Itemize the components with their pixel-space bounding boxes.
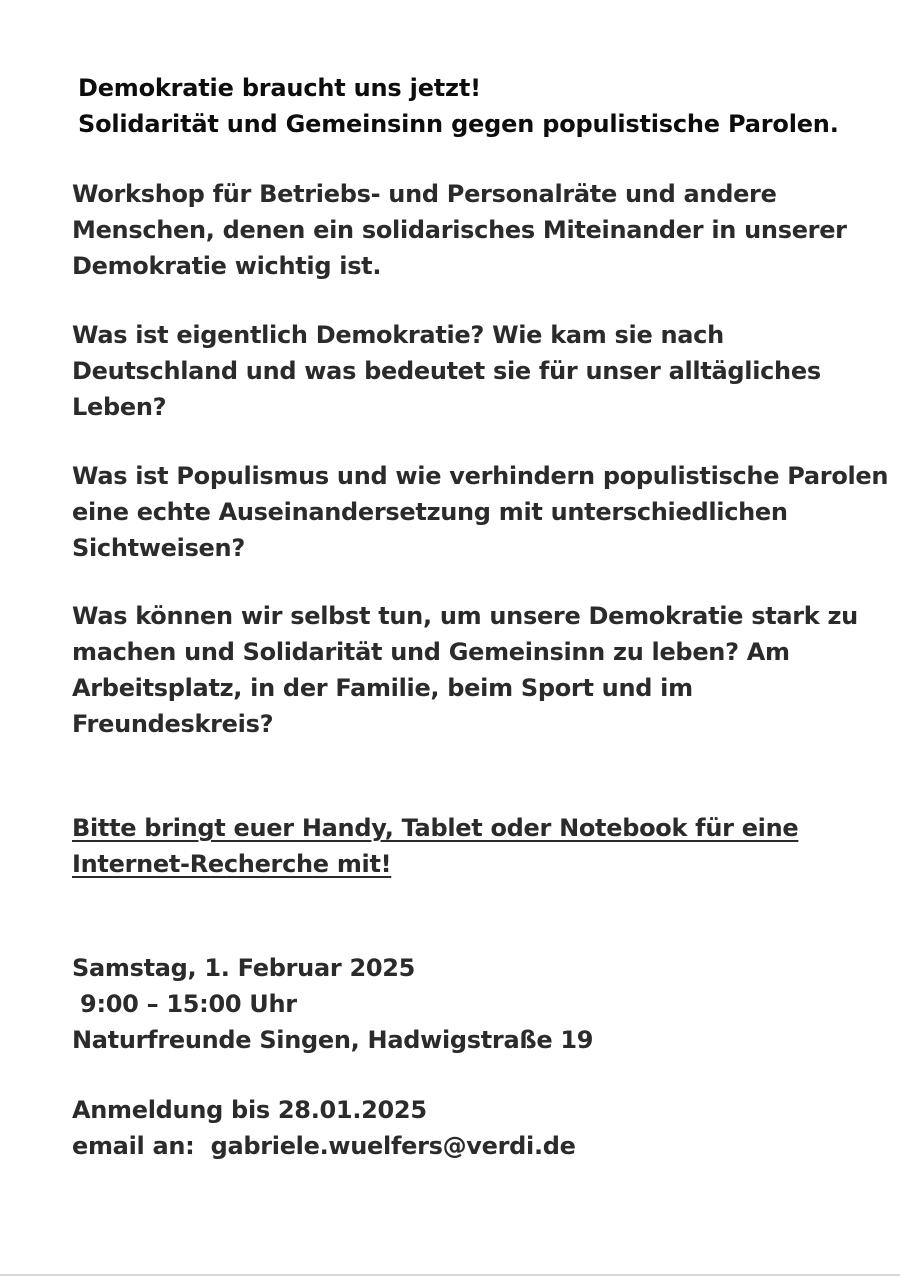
intro-paragraph [72, 176, 872, 284]
notice-line-1: Bitte bringt euer Handy, Tablet oder Notebook für eine [72, 814, 799, 842]
intro-line-3: Demokratie wichtig ist. [72, 252, 382, 280]
notice-line-2: Internet-Recherche mit! [72, 850, 392, 878]
question2-line-3: Sichtweisen? [72, 534, 245, 562]
question3-line-3: Arbeitsplatz, in der Familie, beim Sport und im [72, 674, 693, 702]
bring-device-notice [72, 810, 872, 882]
question3-line-2: machen und Solidarität und Gemeinsinn zu leben? Am [72, 638, 790, 666]
event-time: 9:00 – 15:00 Uhr [72, 990, 297, 1018]
bottom-divider [0, 1274, 900, 1276]
question1-line-3: Leben? [72, 393, 167, 421]
registration-deadline: Anmeldung bis 28.01.2025 [72, 1096, 427, 1124]
question-populism-paragraph [72, 458, 889, 566]
question2-line-1: Was ist Populismus und wie verhindern populistische Parolen [72, 462, 889, 490]
question1-line-2: Deutschland und was bedeutet sie für unser alltägliches [72, 357, 821, 385]
flyer-title [78, 70, 878, 142]
event-date: Samstag, 1. Februar 2025 [72, 954, 416, 982]
event-location: Naturfreunde Singen, Hadwigstraße 19 [72, 1026, 594, 1054]
question-action-paragraph [72, 598, 872, 742]
intro-line-2: Menschen, denen ein solidarisches Miteinander in unserer [72, 216, 847, 244]
registration-details [72, 1092, 872, 1164]
intro-line-1: Workshop für Betriebs- und Personalräte und andere [72, 180, 777, 208]
question-democracy-paragraph [72, 317, 872, 425]
question3-line-1: Was können wir selbst tun, um unsere Demokratie stark zu [72, 602, 858, 630]
question1-line-1: Was ist eigentlich Demokratie? Wie kam sie nach [72, 321, 724, 349]
title-line-2: Solidarität und Gemeinsinn gegen populistische Parolen. [78, 110, 839, 138]
title-line-1: Demokratie braucht uns jetzt! [78, 74, 481, 102]
registration-email: email an: gabriele.wuelfers@verdi.de [72, 1132, 576, 1160]
event-details [72, 950, 872, 1058]
question3-line-4: Freundeskreis? [72, 710, 274, 738]
question2-line-2: eine echte Auseinandersetzung mit unterschiedlichen [72, 498, 788, 526]
